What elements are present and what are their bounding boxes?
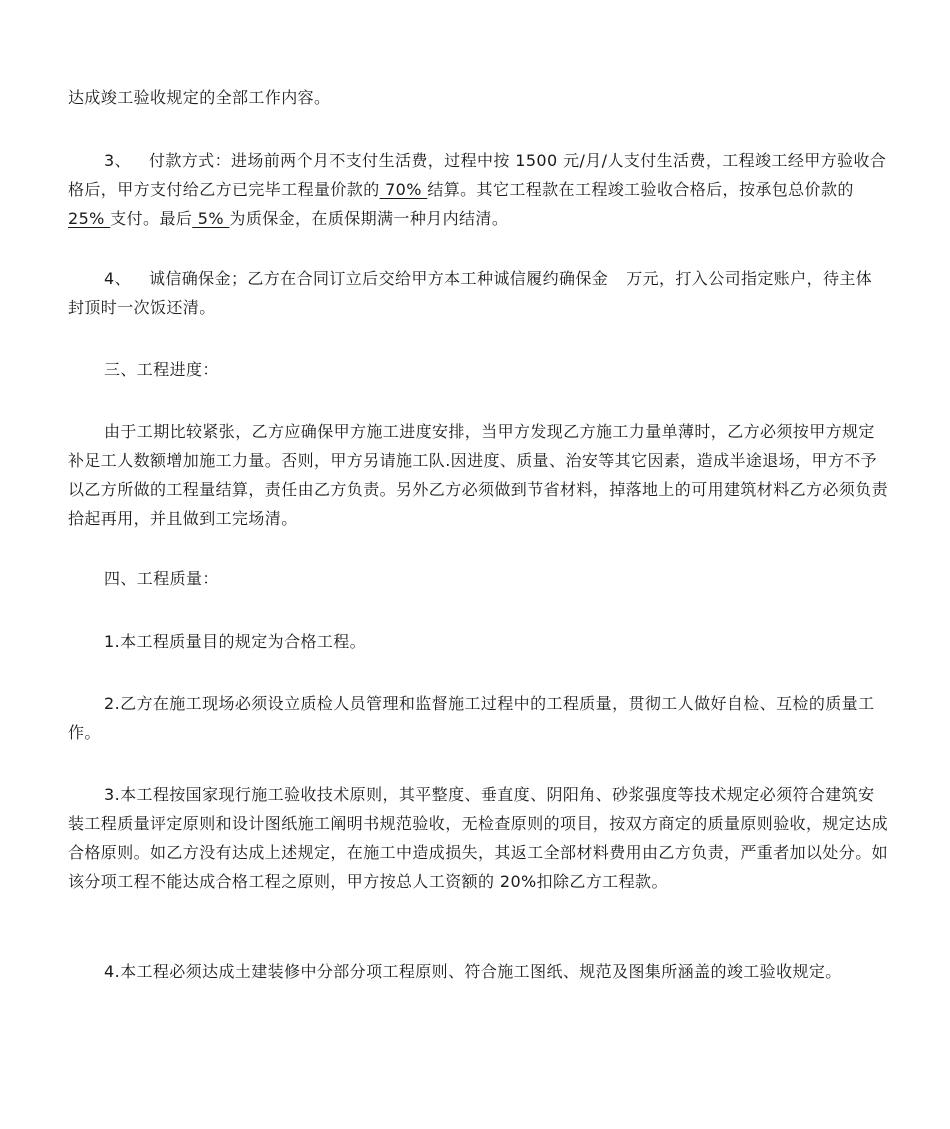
payment-text: 付款方式：进场前两个月不支付生活费，过程中按 1500 元/月/人支付生活费，工程竣工经甲方验收合格后，甲方支付给乙方已完毕工程量价款的	[68, 151, 887, 199]
payment-percent-25: 25%	[68, 209, 111, 228]
deposit-text: 诚信确保金；乙方在合同订立后交给甲方本工种诚信履约确保金	[148, 269, 609, 288]
item-number: 3、	[104, 151, 131, 170]
paragraph-quality-3: 3.本工程按国家现行施工验收技术原则，其平整度、垂直度、阴阳角、砂浆强度等技术规定必须符合建筑安装工程质量评定原则和设计图纸施工阐明书规范验收，无检查原则的项目，按双方商定的质量原则验收，规定达成合格原则。如乙方没有达成上述规定，在施工中造成损失，其返工全部材料费用由乙方负责，严重者加以处分。如该分项工程不能达成合格工程之原则，甲方按总人工资额的 20%扣除乙方工程款。	[68, 785, 889, 891]
paragraph-quality-1: 1.本工程质量目的规定为合格工程。	[104, 632, 367, 651]
payment-text: 支付。最后	[110, 209, 193, 228]
item-number: 4、	[104, 269, 131, 288]
section-heading-quality: 四、工程质量：	[104, 569, 219, 588]
paragraph-progress: 由于工期比较紧张，乙方应确保甲方施工进度安排，当甲方发现乙方施工力量单薄时，乙方必须按甲方规定补足工人数额增加施工力量。否则，甲方另请施工队.因进度、质量、治安等其它因素，造成半途退场，甲方不予以乙方所做的工程量结算，责任由乙方负责。另外乙方必须做到节省材料，掉落地上的可用建筑材料乙方必须负责拾起再用，并且做到工完场清。	[68, 422, 889, 528]
payment-text: 为质保金，在质保期满一种月内结清。	[229, 209, 509, 228]
payment-text: 结算。其它工程款在工程竣工验收合格后，按承包总价款的	[427, 180, 854, 199]
paragraph-quality-4: 4.本工程必须达成土建装修中分部分项工程原则、符合施工图纸、规范及图集所涵盖的竣工验收规定。	[104, 962, 842, 981]
paragraph-integrity-deposit	[68, 264, 888, 322]
payment-percent-5: 5%	[192, 209, 230, 228]
section-heading-progress: 三、工程进度：	[104, 360, 219, 379]
payment-percent-70: 70%	[379, 180, 428, 199]
deposit-text: 万元，打入公司指定账户，待主体封顶时一次饭还清。	[68, 269, 873, 317]
paragraph-quality-2: 2.乙方在施工现场必须设立质检人员管理和监督施工过程中的工程质量，贯彻工人做好自检、互检的质量工作。	[68, 694, 875, 742]
paragraph-completion-scope: 达成竣工验收规定的全部工作内容。	[68, 88, 331, 107]
paragraph-payment-method	[68, 146, 888, 233]
